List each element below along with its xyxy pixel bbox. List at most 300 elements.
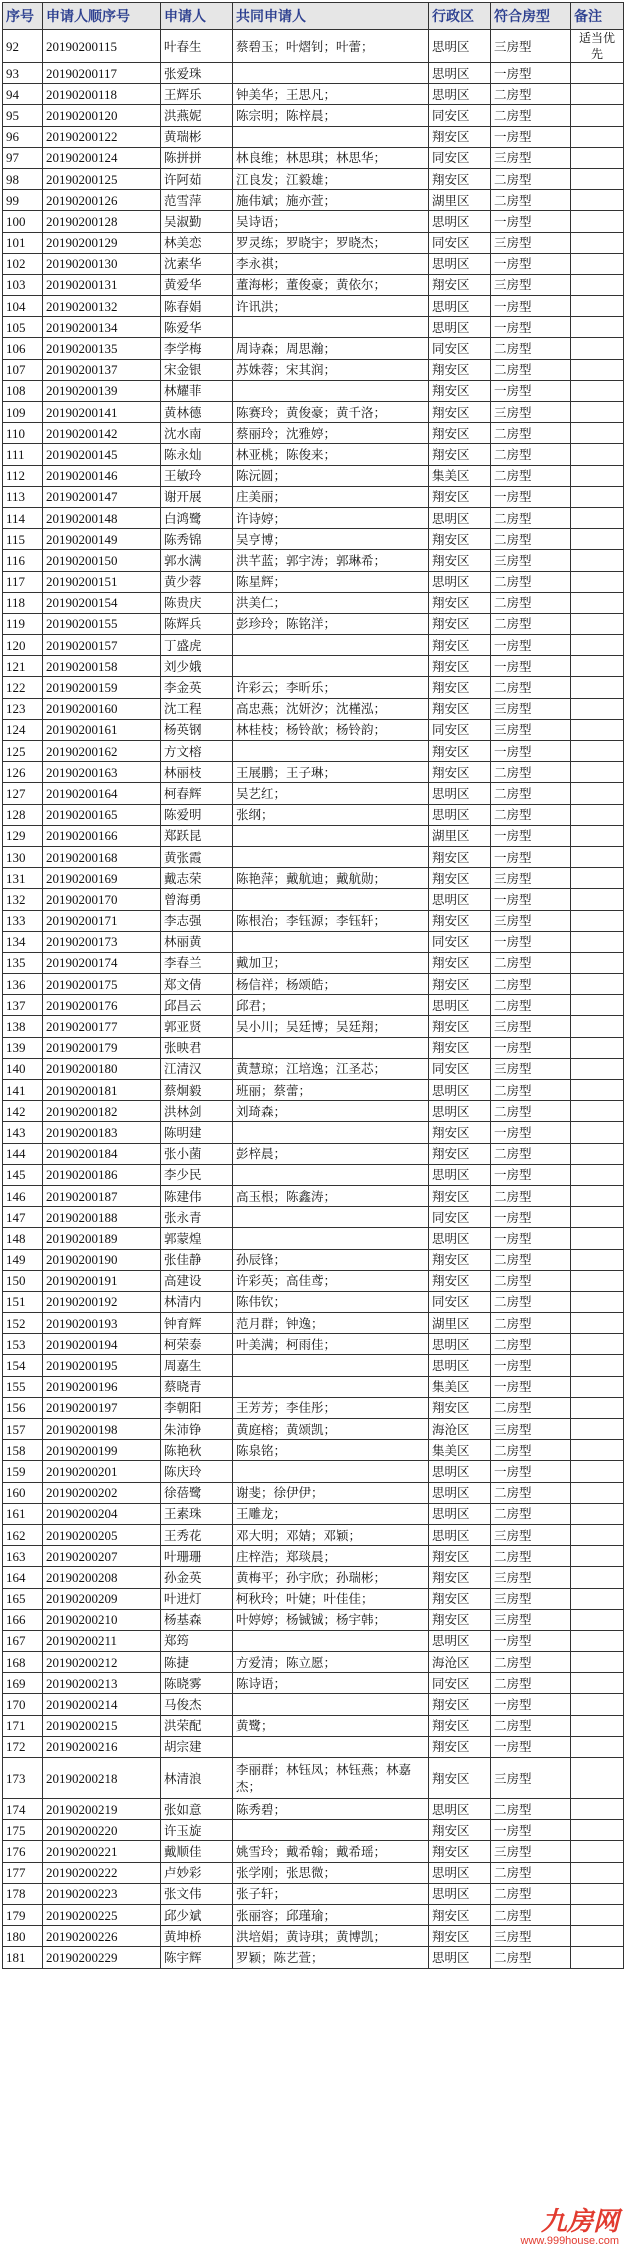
cell-note <box>571 804 624 825</box>
cell-district: 翔安区 <box>429 1715 491 1736</box>
cell-district: 思明区 <box>429 804 491 825</box>
cell-serial: 170 <box>3 1694 43 1715</box>
cell-co-applicants <box>233 126 429 147</box>
cell-applicant-code: 20190200177 <box>43 1016 161 1037</box>
cell-district: 翔安区 <box>429 910 491 931</box>
cell-applicant: 林耀菲 <box>161 380 233 401</box>
cell-room-type: 一房型 <box>491 253 571 274</box>
cell-applicant: 张文伟 <box>161 1883 233 1904</box>
cell-applicant-code: 20190200204 <box>43 1503 161 1524</box>
cell-serial: 166 <box>3 1609 43 1630</box>
cell-room-type: 二房型 <box>491 952 571 973</box>
cell-room-type: 三房型 <box>491 1419 571 1440</box>
cell-serial: 150 <box>3 1270 43 1291</box>
cell-co-applicants <box>233 656 429 677</box>
cell-note <box>571 656 624 677</box>
header-district: 行政区 <box>429 3 491 30</box>
table-row <box>3 677 624 698</box>
cell-note: 适当优先 <box>571 30 624 63</box>
cell-applicant-code: 20190200125 <box>43 168 161 189</box>
cell-district: 思明区 <box>429 1524 491 1545</box>
cell-applicant: 周嘉生 <box>161 1355 233 1376</box>
cell-co-applicants: 王展鹏；王子琳； <box>233 762 429 783</box>
table-row <box>3 656 624 677</box>
cell-room-type: 三房型 <box>491 1016 571 1037</box>
cell-co-applicants: 吴诗语； <box>233 211 429 232</box>
cell-applicant-code: 20190200191 <box>43 1270 161 1291</box>
table-row <box>3 465 624 486</box>
cell-serial: 162 <box>3 1524 43 1545</box>
cell-applicant: 沈工程 <box>161 698 233 719</box>
cell-serial: 94 <box>3 84 43 105</box>
cell-serial: 120 <box>3 635 43 656</box>
cell-note <box>571 952 624 973</box>
cell-serial: 167 <box>3 1630 43 1651</box>
cell-note <box>571 1249 624 1270</box>
cell-note <box>571 402 624 423</box>
cell-district: 湖里区 <box>429 1313 491 1334</box>
cell-applicant-code: 20190200194 <box>43 1334 161 1355</box>
cell-room-type: 三房型 <box>491 868 571 889</box>
table-row <box>3 529 624 550</box>
table-row <box>3 63 624 84</box>
cell-room-type: 二房型 <box>491 1503 571 1524</box>
table-row <box>3 1143 624 1164</box>
cell-applicant: 戴志荣 <box>161 868 233 889</box>
cell-serial: 116 <box>3 550 43 571</box>
watermark <box>521 2209 619 2247</box>
watermark-logo: 九房网 <box>540 2207 619 2237</box>
cell-note <box>571 635 624 656</box>
cell-district: 翔安区 <box>429 380 491 401</box>
table-row <box>3 974 624 995</box>
cell-co-applicants: 孙辰锋； <box>233 1249 429 1270</box>
cell-district: 同安区 <box>429 105 491 126</box>
cell-serial: 142 <box>3 1101 43 1122</box>
cell-serial: 172 <box>3 1736 43 1757</box>
table-row <box>3 1164 624 1185</box>
cell-district: 翔安区 <box>429 1037 491 1058</box>
header-applicant-code: 申请人顺序号 <box>43 3 161 30</box>
cell-applicant-code: 20190200213 <box>43 1673 161 1694</box>
cell-co-applicants: 张纲； <box>233 804 429 825</box>
cell-serial: 130 <box>3 846 43 867</box>
cell-applicant: 曾海勇 <box>161 889 233 910</box>
cell-applicant-code: 20190200146 <box>43 465 161 486</box>
table-row <box>3 1524 624 1545</box>
cell-district: 同安区 <box>429 1291 491 1312</box>
cell-co-applicants: 陈星辉； <box>233 571 429 592</box>
cell-applicant: 王素珠 <box>161 1503 233 1524</box>
cell-applicant: 洪林剑 <box>161 1101 233 1122</box>
cell-applicant: 陈春娟 <box>161 296 233 317</box>
cell-serial: 106 <box>3 338 43 359</box>
cell-applicant-code: 20190200229 <box>43 1947 161 1968</box>
table-row <box>3 402 624 423</box>
cell-room-type: 二房型 <box>491 1904 571 1925</box>
cell-district: 翔安区 <box>429 1841 491 1862</box>
cell-district: 翔安区 <box>429 486 491 507</box>
cell-district: 翔安区 <box>429 1397 491 1418</box>
cell-district: 思明区 <box>429 296 491 317</box>
cell-co-applicants <box>233 1694 429 1715</box>
cell-applicant: 杨英钢 <box>161 719 233 740</box>
table-row <box>3 1694 624 1715</box>
cell-co-applicants: 姚雪玲；戴希翰；戴希瑶； <box>233 1841 429 1862</box>
cell-applicant-code: 20190200223 <box>43 1883 161 1904</box>
cell-applicant-code: 20190200202 <box>43 1482 161 1503</box>
cell-district: 思明区 <box>429 1799 491 1820</box>
cell-note <box>571 1546 624 1567</box>
cell-note <box>571 868 624 889</box>
cell-note <box>571 211 624 232</box>
cell-note <box>571 338 624 359</box>
cell-serial: 92 <box>3 30 43 63</box>
cell-district: 思明区 <box>429 30 491 63</box>
table-row <box>3 1503 624 1524</box>
table-header <box>3 3 624 30</box>
cell-applicant-code: 20190200135 <box>43 338 161 359</box>
table-row <box>3 1016 624 1037</box>
cell-serial: 138 <box>3 1016 43 1037</box>
cell-applicant-code: 20190200137 <box>43 359 161 380</box>
cell-applicant-code: 20190200174 <box>43 952 161 973</box>
cell-applicant: 戴顺佳 <box>161 1841 233 1862</box>
cell-serial: 169 <box>3 1673 43 1694</box>
cell-note <box>571 1461 624 1482</box>
cell-room-type: 三房型 <box>491 147 571 168</box>
cell-applicant: 洪燕妮 <box>161 105 233 126</box>
cell-note <box>571 84 624 105</box>
cell-serial: 104 <box>3 296 43 317</box>
cell-room-type: 一房型 <box>491 296 571 317</box>
cell-serial: 107 <box>3 359 43 380</box>
table-row <box>3 719 624 740</box>
table-row <box>3 762 624 783</box>
table-row <box>3 1291 624 1312</box>
cell-applicant-code: 20190200170 <box>43 889 161 910</box>
cell-serial: 129 <box>3 825 43 846</box>
table-row <box>3 571 624 592</box>
cell-district: 思明区 <box>429 84 491 105</box>
cell-note <box>571 1334 624 1355</box>
cell-applicant: 陈捷 <box>161 1652 233 1673</box>
cell-applicant: 王敏玲 <box>161 465 233 486</box>
cell-applicant-code: 20190200221 <box>43 1841 161 1862</box>
cell-applicant: 郑筠 <box>161 1630 233 1651</box>
cell-applicant: 陈辉兵 <box>161 613 233 634</box>
cell-room-type: 三房型 <box>491 274 571 295</box>
cell-district: 湖里区 <box>429 825 491 846</box>
cell-district: 海沧区 <box>429 1652 491 1673</box>
cell-applicant: 许阿茹 <box>161 168 233 189</box>
cell-note <box>571 1609 624 1630</box>
cell-applicant: 陈永灿 <box>161 444 233 465</box>
cell-district: 思明区 <box>429 1862 491 1883</box>
cell-district: 思明区 <box>429 995 491 1016</box>
cell-applicant-code: 20190200186 <box>43 1164 161 1185</box>
cell-note <box>571 613 624 634</box>
header-room-type: 符合房型 <box>491 3 571 30</box>
cell-note <box>571 1270 624 1291</box>
cell-applicant-code: 20190200193 <box>43 1313 161 1334</box>
cell-note <box>571 253 624 274</box>
cell-room-type: 二房型 <box>491 1715 571 1736</box>
cell-room-type: 一房型 <box>491 1461 571 1482</box>
cell-applicant-code: 20190200188 <box>43 1207 161 1228</box>
cell-room-type: 二房型 <box>491 1185 571 1206</box>
cell-room-type: 三房型 <box>491 1758 571 1799</box>
cell-note <box>571 274 624 295</box>
cell-room-type: 二房型 <box>491 571 571 592</box>
cell-applicant: 蔡炯毅 <box>161 1080 233 1101</box>
table-row <box>3 889 624 910</box>
cell-co-applicants: 陈根治；李钰源；李钰轩； <box>233 910 429 931</box>
header-note: 备注 <box>571 3 624 30</box>
cell-applicant: 杨基森 <box>161 1609 233 1630</box>
cell-room-type: 二房型 <box>491 1313 571 1334</box>
cell-co-applicants: 罗灵练；罗晓宇；罗晓杰； <box>233 232 429 253</box>
cell-note <box>571 910 624 931</box>
table-row <box>3 1122 624 1143</box>
cell-applicant-code: 20190200120 <box>43 105 161 126</box>
cell-district: 思明区 <box>429 571 491 592</box>
cell-co-applicants <box>233 741 429 762</box>
cell-applicant: 黄爱华 <box>161 274 233 295</box>
table-row <box>3 507 624 528</box>
cell-room-type: 一房型 <box>491 63 571 84</box>
cell-district: 翔安区 <box>429 1588 491 1609</box>
cell-serial: 157 <box>3 1419 43 1440</box>
cell-district: 同安区 <box>429 338 491 359</box>
cell-applicant: 李朝阳 <box>161 1397 233 1418</box>
cell-co-applicants: 许彩英；高佳鸢； <box>233 1270 429 1291</box>
cell-serial: 143 <box>3 1122 43 1143</box>
cell-district: 翔安区 <box>429 741 491 762</box>
cell-note <box>571 1904 624 1925</box>
cell-applicant-code: 20190200139 <box>43 380 161 401</box>
cell-room-type: 二房型 <box>491 804 571 825</box>
cell-applicant-code: 20190200151 <box>43 571 161 592</box>
cell-co-applicants <box>233 1376 429 1397</box>
cell-note <box>571 1397 624 1418</box>
table-row <box>3 1397 624 1418</box>
cell-applicant-code: 20190200195 <box>43 1355 161 1376</box>
cell-room-type: 二房型 <box>491 1291 571 1312</box>
cell-room-type: 一房型 <box>491 1355 571 1376</box>
cell-co-applicants: 班丽；蔡蕾； <box>233 1080 429 1101</box>
cell-district: 翔安区 <box>429 677 491 698</box>
cell-district: 翔安区 <box>429 529 491 550</box>
cell-serial: 151 <box>3 1291 43 1312</box>
cell-serial: 102 <box>3 253 43 274</box>
table-row <box>3 1609 624 1630</box>
table-row <box>3 698 624 719</box>
cell-co-applicants: 张丽容；邱瑾瑜； <box>233 1904 429 1925</box>
cell-note <box>571 995 624 1016</box>
cell-applicant: 李学梅 <box>161 338 233 359</box>
cell-applicant: 陈爱华 <box>161 317 233 338</box>
cell-applicant-code: 20190200184 <box>43 1143 161 1164</box>
cell-co-applicants: 庄美丽； <box>233 486 429 507</box>
cell-applicant-code: 20190200115 <box>43 30 161 63</box>
cell-room-type: 三房型 <box>491 1926 571 1947</box>
watermark-url: www.999house.com <box>520 2235 619 2247</box>
cell-district: 翔安区 <box>429 974 491 995</box>
cell-note <box>571 1482 624 1503</box>
cell-room-type: 二房型 <box>491 1101 571 1122</box>
table-row <box>3 317 624 338</box>
cell-district: 翔安区 <box>429 359 491 380</box>
table-row <box>3 846 624 867</box>
cell-co-applicants: 黄梅平；孙宇欣；孙瑞彬； <box>233 1567 429 1588</box>
cell-applicant-code: 20190200126 <box>43 190 161 211</box>
cell-serial: 132 <box>3 889 43 910</box>
cell-note <box>571 931 624 952</box>
cell-serial: 152 <box>3 1313 43 1334</box>
cell-co-applicants <box>233 1228 429 1249</box>
cell-serial: 147 <box>3 1207 43 1228</box>
cell-district: 集美区 <box>429 1376 491 1397</box>
cell-district: 翔安区 <box>429 444 491 465</box>
cell-serial: 174 <box>3 1799 43 1820</box>
cell-applicant: 蔡晓青 <box>161 1376 233 1397</box>
cell-district: 翔安区 <box>429 592 491 613</box>
cell-co-applicants: 高玉根；陈鑫涛； <box>233 1185 429 1206</box>
cell-room-type: 二房型 <box>491 995 571 1016</box>
cell-room-type: 二房型 <box>491 84 571 105</box>
cell-note <box>571 741 624 762</box>
cell-co-applicants <box>233 1736 429 1757</box>
cell-room-type: 二房型 <box>491 529 571 550</box>
cell-district: 思明区 <box>429 1947 491 1968</box>
cell-note <box>571 168 624 189</box>
cell-note <box>571 1101 624 1122</box>
cell-applicant: 郑文倩 <box>161 974 233 995</box>
cell-applicant: 陈拼拼 <box>161 147 233 168</box>
cell-room-type: 一房型 <box>491 846 571 867</box>
cell-district: 同安区 <box>429 1673 491 1694</box>
cell-note <box>571 1758 624 1799</box>
cell-note <box>571 1820 624 1841</box>
cell-serial: 153 <box>3 1334 43 1355</box>
cell-co-applicants <box>233 1355 429 1376</box>
cell-co-applicants: 王芳芳；李佳彤； <box>233 1397 429 1418</box>
cell-district: 同安区 <box>429 1058 491 1079</box>
cell-applicant: 李春兰 <box>161 952 233 973</box>
table-row <box>3 1567 624 1588</box>
cell-applicant-code: 20190200181 <box>43 1080 161 1101</box>
cell-applicant-code: 20190200147 <box>43 486 161 507</box>
cell-co-applicants: 陈诗语； <box>233 1673 429 1694</box>
cell-room-type: 一房型 <box>491 126 571 147</box>
cell-co-applicants: 陈伟钦； <box>233 1291 429 1312</box>
cell-applicant-code: 20190200132 <box>43 296 161 317</box>
cell-serial: 165 <box>3 1588 43 1609</box>
table-row <box>3 1841 624 1862</box>
cell-applicant-code: 20190200148 <box>43 507 161 528</box>
cell-note <box>571 1122 624 1143</box>
cell-note <box>571 317 624 338</box>
cell-co-applicants: 林桂枝；杨铃歆；杨铃韵； <box>233 719 429 740</box>
cell-serial: 144 <box>3 1143 43 1164</box>
cell-applicant: 钟育辉 <box>161 1313 233 1334</box>
cell-applicant: 范雪萍 <box>161 190 233 211</box>
cell-serial: 181 <box>3 1947 43 1968</box>
cell-room-type: 二房型 <box>491 1883 571 1904</box>
cell-note <box>571 1228 624 1249</box>
cell-note <box>571 889 624 910</box>
table-row <box>3 1947 624 1968</box>
cell-applicant-code: 20190200216 <box>43 1736 161 1757</box>
cell-note <box>571 1652 624 1673</box>
cell-applicant-code: 20190200164 <box>43 783 161 804</box>
cell-note <box>571 1080 624 1101</box>
cell-room-type: 二房型 <box>491 783 571 804</box>
header-applicant: 申请人 <box>161 3 233 30</box>
cell-serial: 154 <box>3 1355 43 1376</box>
cell-room-type: 一房型 <box>491 825 571 846</box>
cell-applicant-code: 20190200189 <box>43 1228 161 1249</box>
cell-applicant: 张小菌 <box>161 1143 233 1164</box>
cell-room-type: 二房型 <box>491 444 571 465</box>
cell-serial: 141 <box>3 1080 43 1101</box>
cell-district: 思明区 <box>429 317 491 338</box>
cell-serial: 168 <box>3 1652 43 1673</box>
cell-room-type: 二房型 <box>491 592 571 613</box>
cell-co-applicants: 杨信祥；杨颂皓； <box>233 974 429 995</box>
cell-applicant: 陈庆玲 <box>161 1461 233 1482</box>
cell-district: 同安区 <box>429 931 491 952</box>
cell-note <box>571 1736 624 1757</box>
cell-applicant-code: 20190200175 <box>43 974 161 995</box>
cell-district: 翔安区 <box>429 1694 491 1715</box>
cell-serial: 159 <box>3 1461 43 1482</box>
cell-co-applicants: 庄梓浩；郑琰晨； <box>233 1546 429 1567</box>
table-body <box>3 30 624 1969</box>
cell-note <box>571 444 624 465</box>
cell-serial: 149 <box>3 1249 43 1270</box>
cell-district: 翔安区 <box>429 846 491 867</box>
table-row <box>3 1926 624 1947</box>
table-row <box>3 1270 624 1291</box>
cell-room-type: 一房型 <box>491 931 571 952</box>
cell-co-applicants <box>233 931 429 952</box>
cell-note <box>571 1419 624 1440</box>
cell-serial: 109 <box>3 402 43 423</box>
cell-applicant: 方文榕 <box>161 741 233 762</box>
cell-applicant-code: 20190200117 <box>43 63 161 84</box>
cell-co-applicants <box>233 380 429 401</box>
cell-serial: 97 <box>3 147 43 168</box>
cell-room-type: 二房型 <box>491 1546 571 1567</box>
cell-applicant: 郭亚贤 <box>161 1016 233 1037</box>
cell-note <box>571 1841 624 1862</box>
cell-applicant-code: 20190200169 <box>43 868 161 889</box>
table-row <box>3 444 624 465</box>
cell-note <box>571 846 624 867</box>
table-row <box>3 1799 624 1820</box>
cell-co-applicants <box>233 63 429 84</box>
cell-co-applicants <box>233 1122 429 1143</box>
cell-district: 翔安区 <box>429 1820 491 1841</box>
cell-serial: 123 <box>3 698 43 719</box>
cell-applicant-code: 20190200210 <box>43 1609 161 1630</box>
cell-room-type: 二房型 <box>491 465 571 486</box>
cell-co-applicants: 王雕龙； <box>233 1503 429 1524</box>
cell-applicant-code: 20190200131 <box>43 274 161 295</box>
cell-applicant: 卢妙彩 <box>161 1862 233 1883</box>
